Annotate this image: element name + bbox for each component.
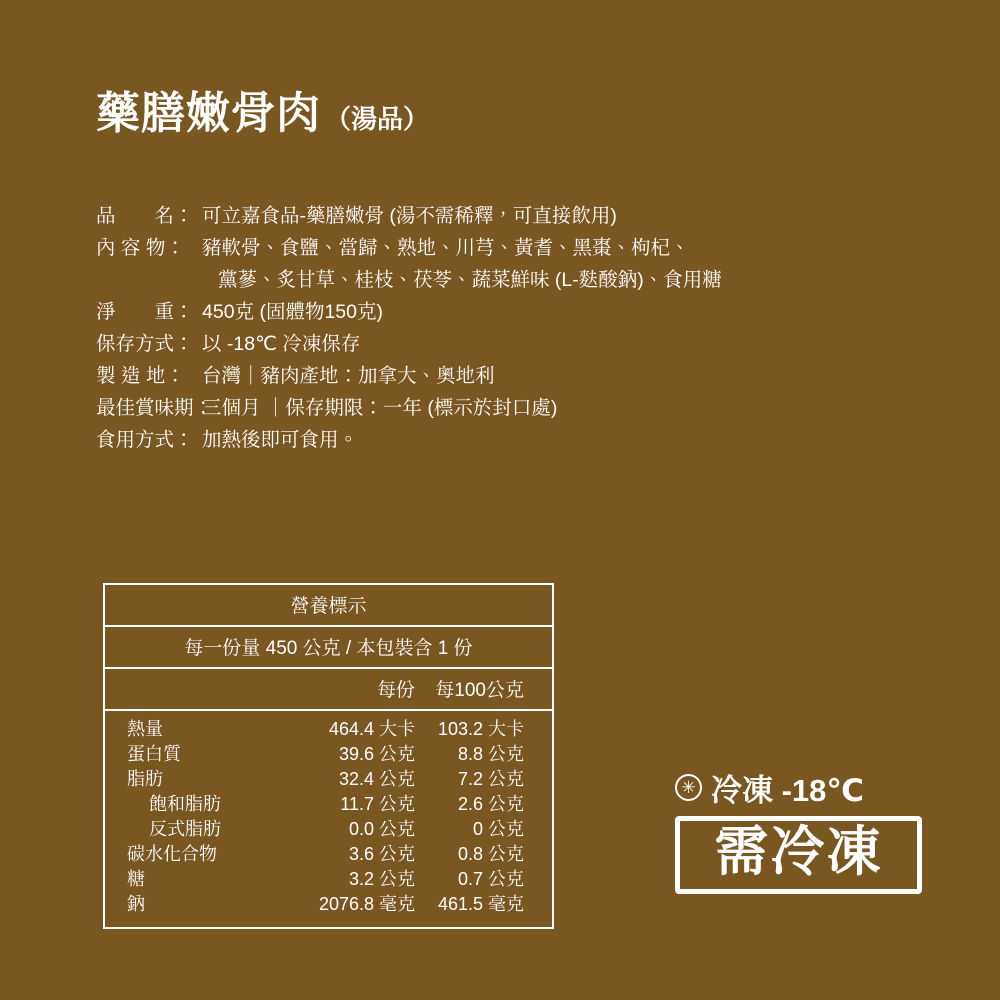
nutrient-per-100g: 461.5 毫克 xyxy=(437,894,524,914)
info-label: 內 容 物： xyxy=(96,237,185,259)
nutrient-per-100g: 0.8 公克 xyxy=(457,844,524,864)
info-label: 保存方式： xyxy=(96,333,194,355)
nutrition-header-row xyxy=(105,669,552,711)
column-header-per-serving: 每份 xyxy=(376,680,415,701)
nutrient-name: 反式脂肪 xyxy=(149,819,221,839)
info-value: 黨蔘、炙甘草、桂枝、茯苓、蔬菜鮮味 (L-麩酸鈉)、食用糖 xyxy=(218,269,722,291)
nutrition-body xyxy=(105,711,552,927)
info-label: 製 造 地： xyxy=(96,365,185,387)
table-row xyxy=(105,892,552,917)
info-line xyxy=(96,296,896,328)
info-label: 食用方式： xyxy=(96,429,194,451)
nutrient-name: 鈉 xyxy=(127,894,145,914)
frozen-temperature-line xyxy=(675,765,935,810)
info-value: 可立嘉食品-藥膳嫩骨 (湯不需稀釋，可直接飲用) xyxy=(202,205,617,227)
nutrient-per-serving: 3.6 公克 xyxy=(348,844,415,864)
title-main: 藥膳嫩骨肉 xyxy=(96,89,321,138)
info-value: 加熱後即可食用。 xyxy=(202,429,359,451)
page-title xyxy=(96,89,430,138)
info-label: 品 名： xyxy=(96,205,194,227)
table-row xyxy=(105,742,552,767)
info-value: 450克 (固體物150克) xyxy=(202,301,383,323)
title-sub: （湯品） xyxy=(325,104,430,134)
nutrient-per-100g: 2.6 公克 xyxy=(457,794,524,814)
nutrient-per-100g: 103.2 大卡 xyxy=(437,719,524,739)
nutrition-title: 營養標示 xyxy=(105,585,552,627)
frozen-required-box xyxy=(675,816,922,894)
info-line-continued xyxy=(96,264,896,296)
info-line xyxy=(96,328,896,360)
nutrition-serving: 每一份量 450 公克 / 本包裝含 1 份 xyxy=(105,627,552,669)
nutrient-per-serving: 2076.8 毫克 xyxy=(318,894,415,914)
nutrient-per-100g: 0.7 公克 xyxy=(457,869,524,889)
info-line xyxy=(96,392,896,424)
nutrient-per-serving: 3.2 公克 xyxy=(348,869,415,889)
nutrient-name: 蛋白質 xyxy=(127,744,181,764)
table-row xyxy=(105,817,552,842)
nutrient-per-100g: 8.8 公克 xyxy=(457,744,524,764)
nutrition-table xyxy=(103,583,554,929)
info-value: 以 -18℃ 冷凍保存 xyxy=(202,333,361,355)
info-label: 淨 重： xyxy=(96,301,194,323)
nutrient-name: 糖 xyxy=(127,869,145,889)
nutrient-per-serving: 32.4 公克 xyxy=(338,769,415,789)
info-value: 台灣｜豬肉產地：加拿大、奧地利 xyxy=(202,365,495,387)
info-label: 最佳賞味期： xyxy=(96,397,214,419)
nutrient-per-100g: 7.2 公克 xyxy=(457,769,524,789)
column-header-name xyxy=(105,675,277,702)
nutrient-per-serving: 464.4 大卡 xyxy=(328,719,415,739)
nutrient-name: 脂肪 xyxy=(127,769,163,789)
info-line xyxy=(96,232,896,264)
table-row xyxy=(105,717,552,742)
table-row xyxy=(105,792,552,817)
nutrient-per-serving: 39.6 公克 xyxy=(338,744,415,764)
table-row xyxy=(105,842,552,867)
frozen-temperature-text: 冷凍 -18℃ xyxy=(711,773,864,808)
info-line xyxy=(96,200,896,232)
nutrient-per-serving: 0.0 公克 xyxy=(348,819,415,839)
info-line xyxy=(96,360,896,392)
nutrient-name: 飽和脂肪 xyxy=(149,794,221,814)
info-value: 豬軟骨、食鹽、當歸、熟地、川芎、黃耆、黑棗、枸杞、 xyxy=(202,237,690,259)
info-value: 三個月 ｜保存期限：一年 (標示於封口處) xyxy=(202,397,558,419)
nutrient-per-serving: 11.7 公克 xyxy=(340,794,415,814)
info-line xyxy=(96,424,896,456)
column-header-per-100g: 每100公克 xyxy=(435,680,524,701)
product-info-block xyxy=(96,200,896,456)
frozen-required-text: 需冷凍 xyxy=(714,822,883,882)
table-row xyxy=(105,767,552,792)
frozen-badge xyxy=(675,765,935,894)
nutrient-per-100g: 0 公克 xyxy=(472,819,524,839)
snowflake-icon: ✳ xyxy=(675,774,702,801)
nutrient-name: 熱量 xyxy=(127,719,163,739)
table-row xyxy=(105,867,552,892)
nutrient-name: 碳水化合物 xyxy=(127,844,217,864)
